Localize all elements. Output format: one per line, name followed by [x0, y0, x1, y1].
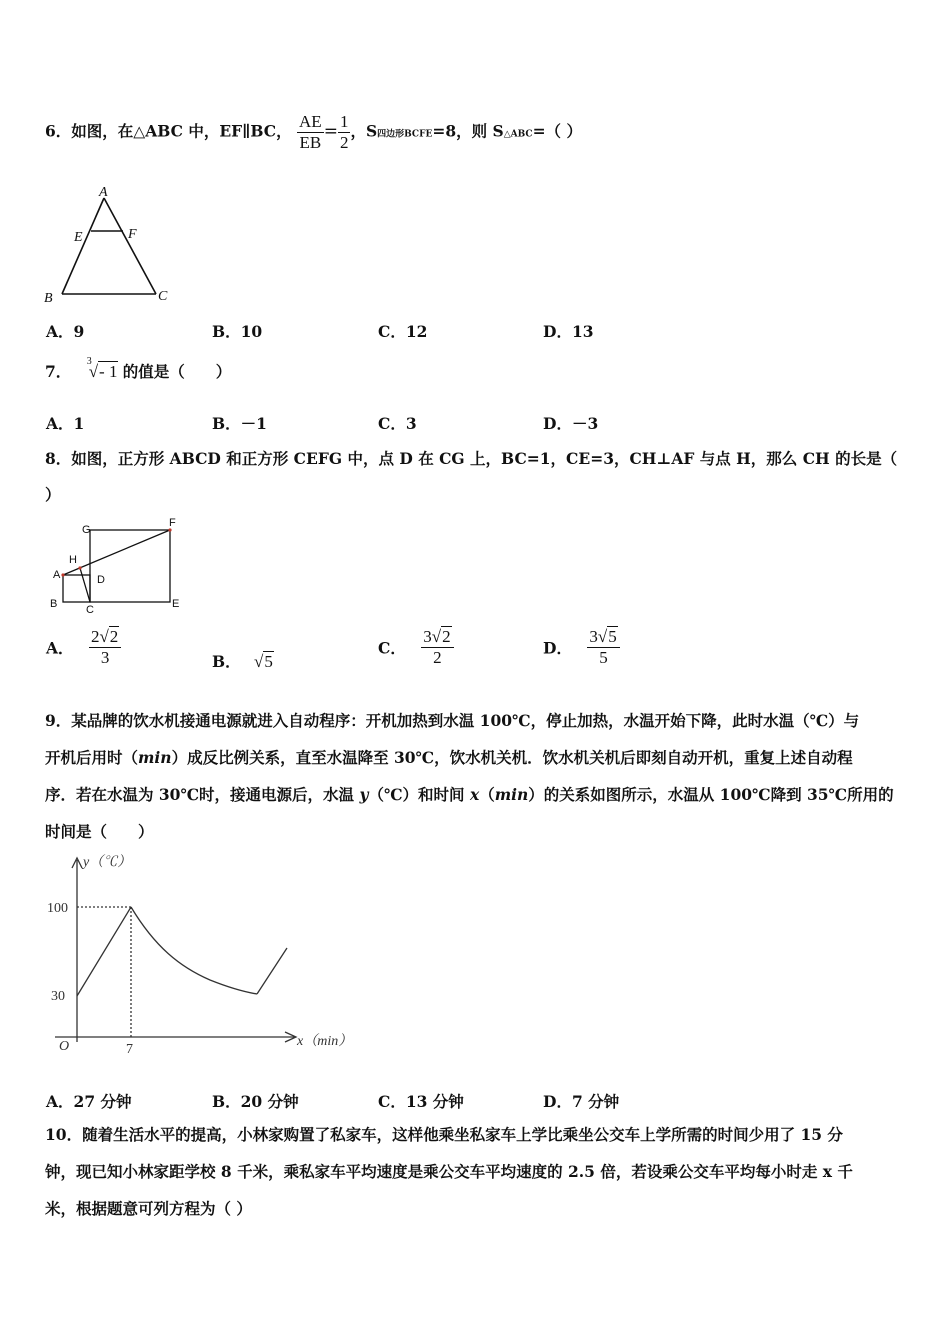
- q6-fraction-half: $\frac{1}{2}$: [339, 112, 349, 152]
- q8-square-cefg: [90, 530, 170, 602]
- q6-label-e: E: [74, 230, 83, 245]
- q8-point-h: [78, 566, 81, 569]
- q7-stem: [45, 356, 232, 382]
- q10-line3: 米，根据题意可列方程为（ ）: [45, 1199, 252, 1218]
- q8-label-b: B: [50, 598, 58, 610]
- q7-text: 的值是（ ）: [122, 362, 232, 381]
- q9-x-label: x（min）: [297, 1034, 353, 1049]
- q6-option-d[interactable]: D．13: [543, 322, 594, 341]
- q9-option-a[interactable]: A．27 分钟: [46, 1092, 132, 1111]
- q9-option-b[interactable]: B．20 分钟: [212, 1092, 299, 1111]
- q7-option-b[interactable]: B．－1: [212, 414, 267, 433]
- q6-text-b: ，S: [350, 121, 378, 141]
- q6-label-b: B: [44, 291, 53, 305]
- q6-edge-ab: [62, 198, 104, 294]
- q9-line4: 时间是（ ）: [45, 822, 154, 841]
- q9-tick-100: 100: [47, 901, 68, 916]
- q6-triangle-figure: [40, 180, 180, 305]
- q6-option-b[interactable]: B．10: [212, 322, 263, 341]
- q7-option-c[interactable]: C．3: [378, 414, 417, 433]
- q10-line2: 钟，现已知小林家距学校 8 千米，乘私家车平均速度是乘公交车平均速度的 2.5 倍，若设乘公交车平均每小时走 x 千: [45, 1162, 853, 1181]
- q9-stem: [45, 702, 905, 850]
- q9-tick-7: 7: [126, 1042, 133, 1057]
- q8-option-c[interactable]: C． $\frac{3√2}{2}$: [378, 627, 454, 668]
- q6-stem: [45, 112, 582, 153]
- q7-option-a[interactable]: A．1: [46, 414, 85, 433]
- q7-option-d[interactable]: D．－3: [543, 414, 599, 433]
- q9-line3: 序．若在水温为 30℃时，接通电源后，水温 y（℃）和时间 x（min）的关系如图所示，水温从 100℃降到 35℃所用的: [45, 785, 894, 804]
- q8-option-a[interactable]: A． $\frac{2√2}{3}$: [46, 627, 121, 668]
- q6-label-a: A: [99, 185, 108, 200]
- q7-cube-root: 3 √- 1: [86, 356, 118, 381]
- q9-reheat-line: [257, 948, 287, 994]
- q8-segment-ch: [80, 568, 90, 602]
- q8-label-a: A: [53, 569, 61, 581]
- q8-label-h: H: [69, 554, 77, 566]
- q6-text-c: =8，则 S: [432, 121, 504, 141]
- q8-label-d: D: [97, 574, 105, 586]
- q9-option-d[interactable]: D．7 分钟: [543, 1092, 620, 1111]
- q6-fraction-ae-eb: $\frac{AE}{EB}$: [299, 112, 322, 152]
- q9-origin-label: O: [59, 1039, 70, 1054]
- q6-option-c[interactable]: C．12: [378, 322, 428, 341]
- q6-sub-abc: △ABC: [503, 129, 533, 140]
- q9-temperature-graph: [45, 852, 365, 1072]
- q8-stem-line2: ）: [45, 485, 61, 504]
- q9-y-label: y（℃）: [83, 855, 132, 870]
- q8-label-e: E: [172, 598, 180, 610]
- q7-number: 7．: [45, 362, 72, 381]
- q6-label-c: C: [158, 289, 168, 304]
- q6-text-a: 如图，在△ABC 中，EF∥BC，: [71, 121, 292, 141]
- q8-option-b[interactable]: B． √5: [212, 652, 273, 671]
- q6-equals: =: [323, 121, 338, 142]
- q10-stem: [45, 1116, 905, 1227]
- q8-point-a: [61, 573, 64, 576]
- q9-tick-30: 30: [51, 989, 65, 1004]
- q8-label-c: C: [86, 604, 94, 615]
- q6-option-a[interactable]: A．9: [46, 322, 85, 341]
- q8-label-f: F: [169, 517, 176, 529]
- q9-option-c[interactable]: C．13 分钟: [378, 1092, 464, 1111]
- q9-line1: 9．某品牌的饮水机接通电源就进入自动程序：开机加热到水温 100℃，停止加热，水温开始下降，此时水温（℃）与: [45, 711, 860, 730]
- q6-text-d: =（ ）: [532, 121, 582, 141]
- q6-label-f: F: [128, 227, 137, 242]
- q8-stem-line1: 8．如图，正方形 ABCD 和正方形 CEFG 中，点 D 在 CG 上，BC=1，CE=3，CH⊥AF 与点 H，那么 CH 的长是（: [45, 449, 898, 468]
- q9-line2: 开机后用时（min）成反比例关系，直至水温降至 30℃，饮水机关机．饮水机关机后即刻自动开机，重复上述自动程: [45, 748, 853, 767]
- q9-cooling-curve: [131, 907, 257, 994]
- q8-squares-figure: [45, 515, 190, 615]
- q9-heating-line: [77, 907, 131, 996]
- q10-line1: 10．随着生活水平的提高，小林家购置了私家车，这样他乘坐私家车上学比乘坐公交车上学所需的时间少用了 15 分: [45, 1125, 843, 1144]
- q6-number: 6．: [45, 121, 72, 141]
- q8-label-g: G: [82, 524, 91, 536]
- q6-edge-ac: [104, 198, 156, 294]
- q8-option-d[interactable]: D． $\frac{3√5}{5}$: [543, 627, 620, 668]
- q6-sub-quad: 四边形BCFE: [377, 129, 433, 140]
